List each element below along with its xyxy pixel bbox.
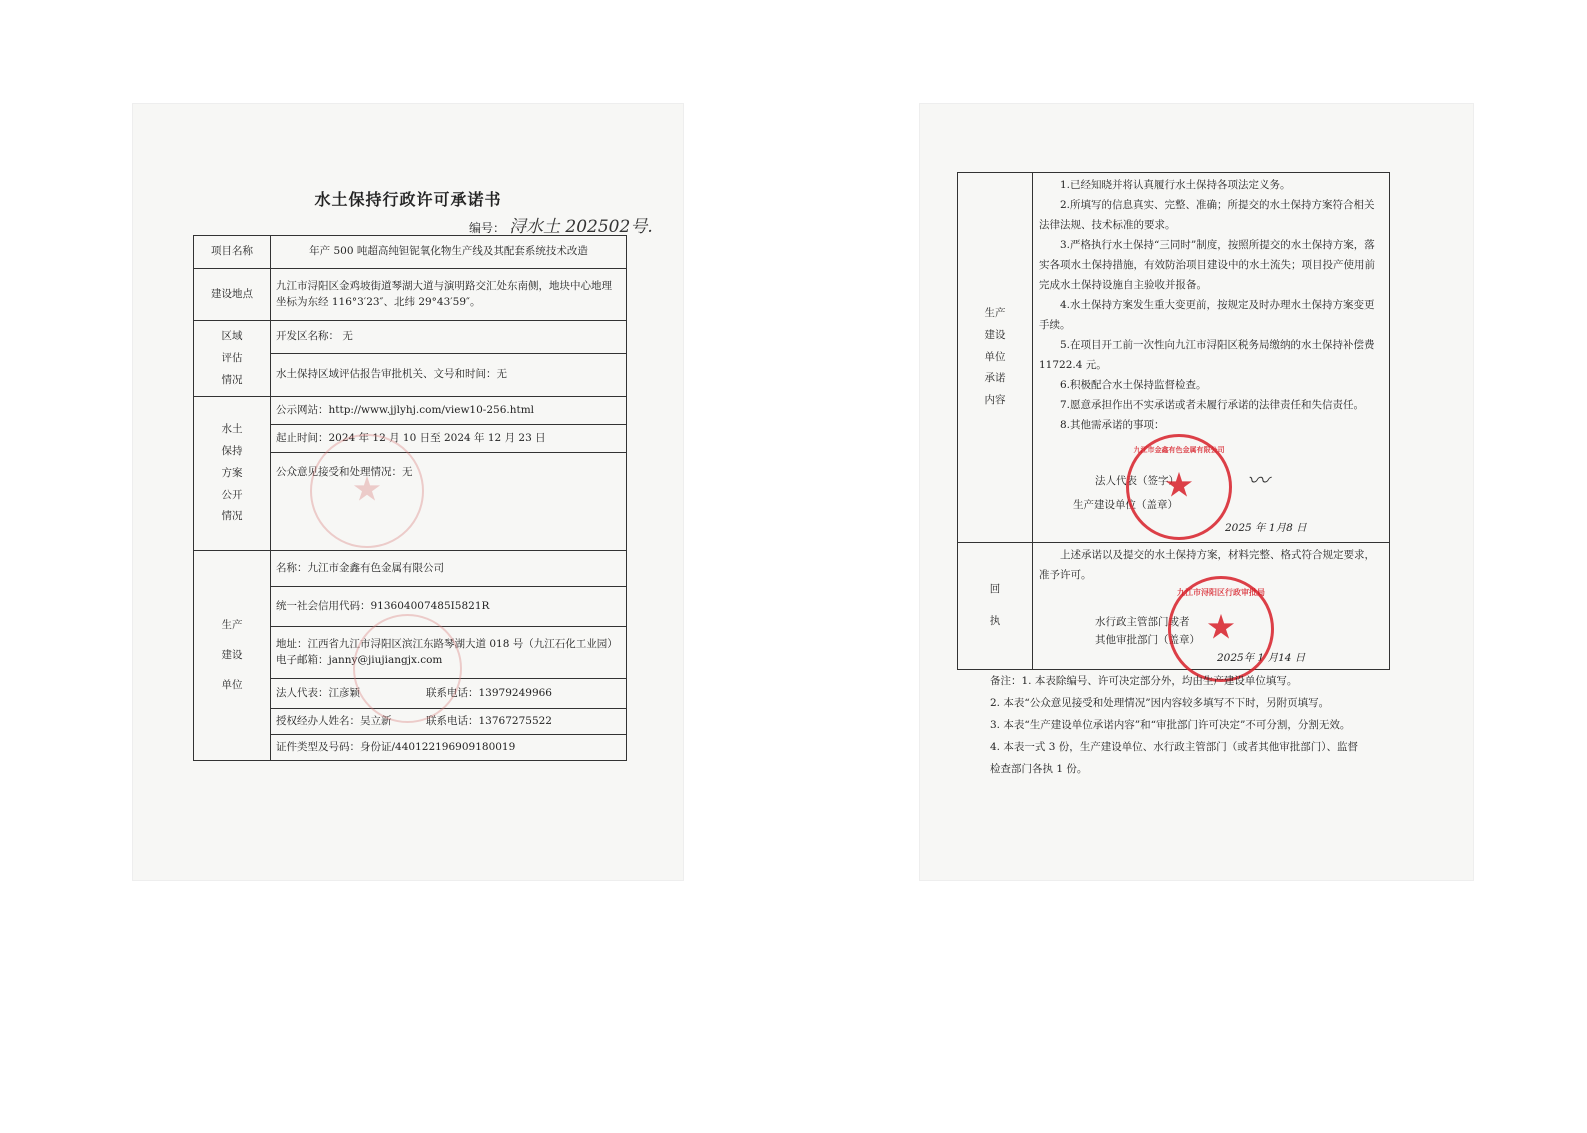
address-email-cell xyxy=(271,627,627,679)
serial-label: 编号： xyxy=(469,221,506,235)
commitment-item: 3.严格执行水土保持“三同时”制度，按照所提交的水土保持方案，落实各项水土保持措施，有效防治项目建设中的水土流失；项目投产使用前完成水土保持设施自主验收并报备。 xyxy=(1039,239,1375,291)
seal-star-icon: ★ xyxy=(1163,465,1195,506)
commitment-reply-table xyxy=(957,172,1390,670)
unit-name-value: 名称：九江市金鑫有色金属有限公司 xyxy=(271,551,627,587)
id-doc-value: 证件类型及号码：身份证/440122196909180019 xyxy=(271,735,627,761)
left-page xyxy=(133,104,683,880)
location-value: 九江市浔阳区金鸡坡街道琴湖大道与演明路交汇处东南侧，地块中心地理坐标为东经 116°3′23″、北纬 29°43′59″。 xyxy=(271,269,627,321)
stamp-star-icon: ★ xyxy=(351,469,383,510)
note-line: 3. 本表“生产建设单位承诺内容”和“审批部门许可决定”不可分割，分割无效。 xyxy=(990,719,1351,731)
address-value: 地址：江西省九江市浔阳区滨江东路琴湖大道 018 号（九江石化工业园） xyxy=(276,638,618,650)
serial-handwritten: 浔水土 202502号. xyxy=(509,217,653,237)
reply-date: 2025年 1 月14 日 xyxy=(1217,652,1306,664)
government-seal-text: 九江市浔阳区行政审批局 xyxy=(1177,588,1265,597)
location-label: 建设地点 xyxy=(194,269,271,321)
commitment-item: 6.积极配合水土保持监督检查。 xyxy=(1060,379,1207,391)
public-site-value: 公示网站：http://www.jjlyhj.com/view10-256.html xyxy=(271,397,627,425)
commitment-item: 5.在项目开工前一次性向九江市浔阳区税务局缴纳的水土保持补偿费 11722.4 元。 xyxy=(1039,339,1375,371)
company-seal-text: 九江市金鑫有色金属有限公司 xyxy=(1133,446,1225,454)
agent-cell xyxy=(271,709,627,735)
email-value: 电子邮箱：janny@jiujiangjx.com xyxy=(276,653,443,666)
dept-label-1: 水行政主管部门或者 xyxy=(1095,616,1190,628)
note-line: 备注：1. 本表除编号、许可决定部分外，均由生产建设单位填写。 xyxy=(990,675,1298,687)
note-line: 4. 本表一式 3 份，生产建设单位、水行政主管部门（或者其他审批部门）、监督 xyxy=(990,741,1358,753)
agent-value: 授权经办人姓名：吴立新 xyxy=(276,714,392,727)
legal-rep-cell xyxy=(271,679,627,709)
project-name-value: 年产 500 吨超高纯钽铌氧化物生产线及其配套系统技术改造 xyxy=(271,236,627,269)
document-title: 水土保持行政许可承诺书 xyxy=(314,190,502,209)
sign-date: 2025 年 1月8 日 xyxy=(1225,522,1307,534)
serial-number xyxy=(469,212,653,237)
seal-star-icon: ★ xyxy=(1205,607,1237,648)
right-page xyxy=(920,104,1473,880)
commitment-label: 生产 建设 单位 承诺 内容 xyxy=(958,173,1033,543)
unit-label: 生产 建设 单位 xyxy=(194,551,271,761)
commitment-item: 4.水土保持方案发生重大变更前，按规定及时办理水土保持方案变更手续。 xyxy=(1039,299,1375,331)
commitment-item: 2.所填写的信息真实、完整、准确；所提交的水土保持方案符合相关法律法规、技术标准的要求。 xyxy=(1039,199,1375,231)
legal-sign-label: 法人代表（签字） xyxy=(1095,475,1179,487)
zone-eval-label: 区域 评估 情况 xyxy=(194,321,271,397)
notes xyxy=(990,670,1358,780)
commitment-content xyxy=(1033,173,1390,543)
agent-phone-value: 联系电话：13767275522 xyxy=(426,714,552,727)
zone-report-value: 水土保持区域评估报告审批机关、文号和时间：无 xyxy=(271,353,627,397)
project-name-label: 项目名称 xyxy=(194,236,271,269)
public-opinion-value: 公众意见接受和处理情况：无 xyxy=(271,453,627,551)
note-line: 检查部门各执 1 份。 xyxy=(990,763,1088,775)
commitment-item: 7.愿意承担作出不实承诺或者未履行承诺的法律责任和失信责任。 xyxy=(1060,399,1365,411)
note-line: 2. 本表“公众意见接受和处理情况”因内容较多填写不下时，另附页填写。 xyxy=(990,697,1330,709)
credit-code-value: 统一社会信用代码：913604007485I5821R xyxy=(271,587,627,627)
commitment-form-table xyxy=(193,235,627,761)
legal-rep-signature-mark: 〰 xyxy=(1247,469,1270,494)
public-period-value: 起止时间：2024 年 12 月 10 日至 2024 年 12 月 23 日 xyxy=(271,425,627,453)
reply-content xyxy=(1033,543,1390,670)
unit-seal-label: 生产建设单位（盖章） xyxy=(1073,499,1178,511)
commitment-item: 8.其他需承诺的事项： xyxy=(1060,419,1165,431)
dev-zone-value: 开发区名称： 无 xyxy=(271,321,627,354)
plan-public-label: 水土 保持 方案 公开 情况 xyxy=(194,397,271,551)
legal-phone-value: 联系电话：13979249966 xyxy=(426,686,552,699)
reply-label: 回 执 xyxy=(958,543,1033,670)
commitment-item: 1.已经知晓并将认真履行水土保持各项法定义务。 xyxy=(1060,179,1291,191)
legal-rep-value: 法人代表：江彦颖 xyxy=(276,686,360,699)
dept-label-2: 其他审批部门（盖章） xyxy=(1095,634,1200,646)
reply-text: 上述承诺以及提交的水土保持方案，材料完整、格式符合规定要求，准予许可。 xyxy=(1039,549,1375,581)
